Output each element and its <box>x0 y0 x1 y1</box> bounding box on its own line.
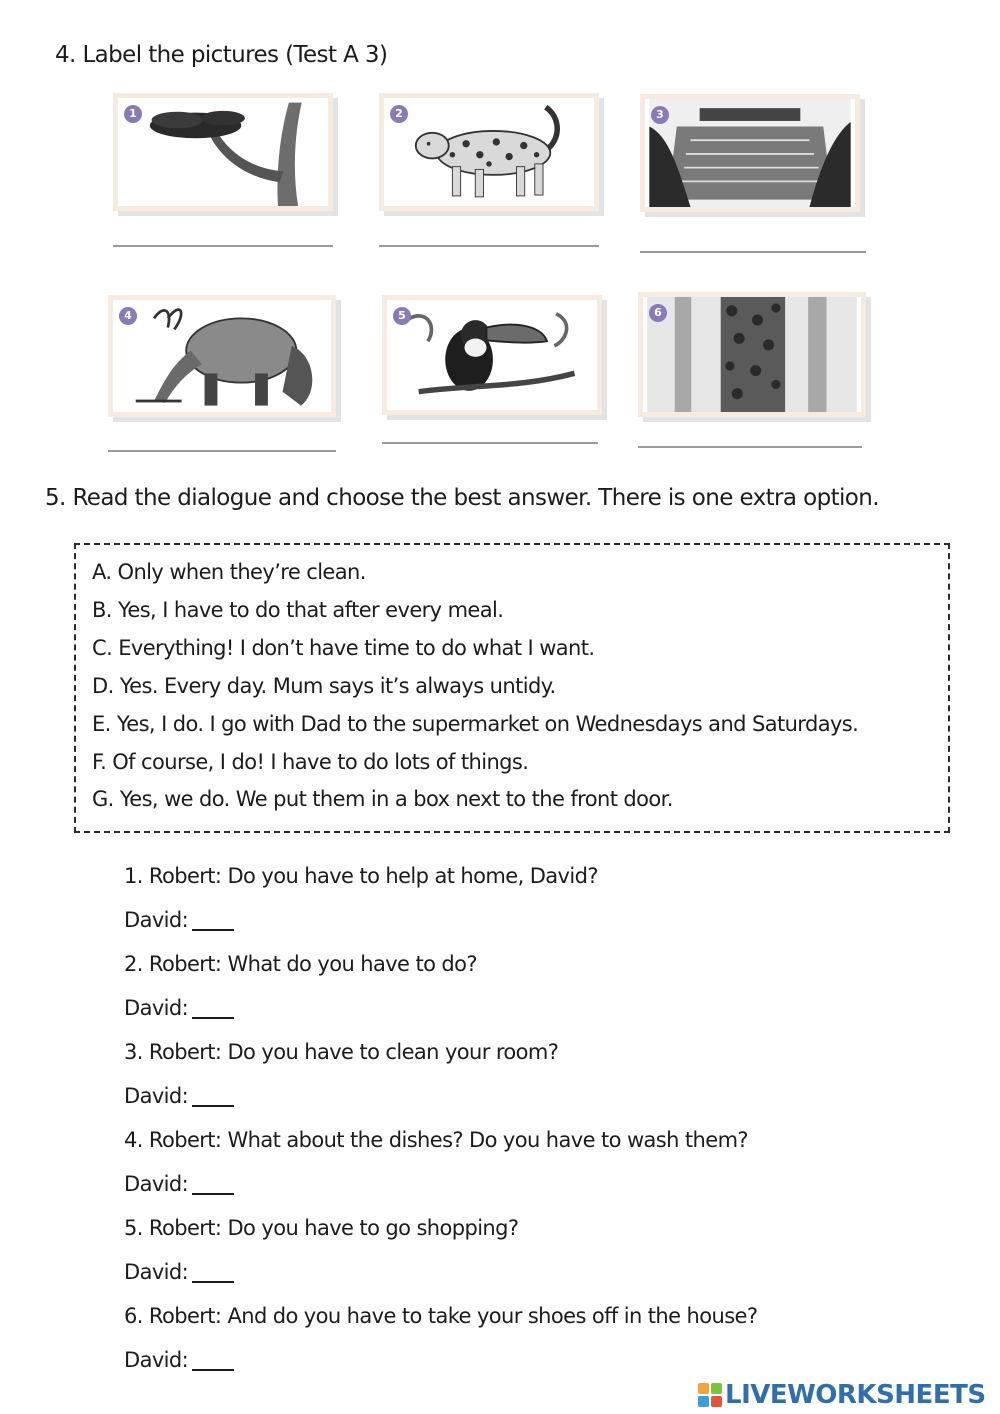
picture-2 <box>379 93 599 211</box>
answer-label: David: <box>124 996 189 1020</box>
answer-label: David: <box>124 1348 189 1372</box>
dialogue-question-6: 6. Robert: And do you have to take your shoes off in the house? <box>124 1304 758 1328</box>
liveworksheets-mark-icon <box>697 1382 723 1408</box>
answer-label: David: <box>124 908 189 932</box>
section-5-title: 5. Read the dialogue and choose the best answer. There is one extra option. <box>45 485 879 511</box>
vine-tree-illustration <box>643 297 861 412</box>
picture-number-badge: 1 <box>124 105 142 123</box>
answer-blank-6[interactable] <box>192 1351 234 1371</box>
logo-text: LIVEWORKSHEETS <box>725 1380 986 1410</box>
dialogue-answer-6 <box>124 1347 234 1372</box>
answer-line-4[interactable] <box>108 450 336 452</box>
dialogue-question-5: 5. Robert: Do you have to go shopping? <box>124 1216 519 1240</box>
answer-line-5[interactable] <box>382 442 598 444</box>
picture-4 <box>108 295 336 417</box>
toucan-illustration <box>387 300 597 410</box>
dialogue-answer-4 <box>124 1171 234 1196</box>
answer-line-2[interactable] <box>379 245 599 247</box>
picture-number-badge: 6 <box>649 304 667 322</box>
picture-number-badge: 2 <box>390 105 408 123</box>
answer-label: David: <box>124 1172 189 1196</box>
option-f: F. Of course, I do! I have to do lots of things. <box>92 750 529 774</box>
answer-line-3[interactable] <box>640 251 866 253</box>
dialogue-question-2: 2. Robert: What do you have to do? <box>124 952 477 976</box>
answer-blank-1[interactable] <box>192 911 234 931</box>
liveworksheets-logo <box>697 1377 986 1413</box>
picture-6 <box>638 292 866 417</box>
picture-number-badge: 3 <box>651 106 669 124</box>
tree-branch-illustration <box>118 98 328 206</box>
answer-blank-3[interactable] <box>192 1087 234 1107</box>
answer-line-6[interactable] <box>638 446 862 448</box>
river-illustration <box>645 99 855 207</box>
picture-number-badge: 5 <box>393 307 411 325</box>
dialogue-answer-1 <box>124 907 234 932</box>
picture-3 <box>640 94 860 212</box>
dialogue-question-4: 4. Robert: What about the dishes? Do you have to wash them? <box>124 1128 748 1152</box>
picture-1 <box>113 93 333 211</box>
answer-blank-5[interactable] <box>192 1263 234 1283</box>
option-b: B. Yes, I have to do that after every meal. <box>92 598 504 622</box>
dialogue-question-3: 3. Robert: Do you have to clean your room? <box>124 1040 559 1064</box>
anteater-illustration <box>113 300 331 412</box>
option-c: C. Everything! I don’t have time to do what I want. <box>92 636 595 660</box>
option-d: D. Yes. Every day. Mum says it’s always untidy. <box>92 674 556 698</box>
answer-blank-4[interactable] <box>192 1175 234 1195</box>
picture-5 <box>382 295 602 415</box>
section-4-title: 4. Label the pictures (Test A 3) <box>55 42 388 68</box>
dialogue-question-1: 1. Robert: Do you have to help at home, David? <box>124 864 598 888</box>
answer-line-1[interactable] <box>113 245 333 247</box>
picture-number-badge: 4 <box>119 307 137 325</box>
option-e: E. Yes, I do. I go with Dad to the supermarket on Wednesdays and Saturdays. <box>92 712 859 736</box>
dialogue-answer-5 <box>124 1259 234 1284</box>
dialogue-answer-3 <box>124 1083 234 1108</box>
option-g: G. Yes, we do. We put them in a box next to the front door. <box>92 787 673 811</box>
dialogue-answer-2 <box>124 995 234 1020</box>
answer-label: David: <box>124 1084 189 1108</box>
answer-label: David: <box>124 1260 189 1284</box>
jaguar-illustration <box>384 98 594 206</box>
answer-blank-2[interactable] <box>192 999 234 1019</box>
option-a: A. Only when they’re clean. <box>92 560 366 584</box>
